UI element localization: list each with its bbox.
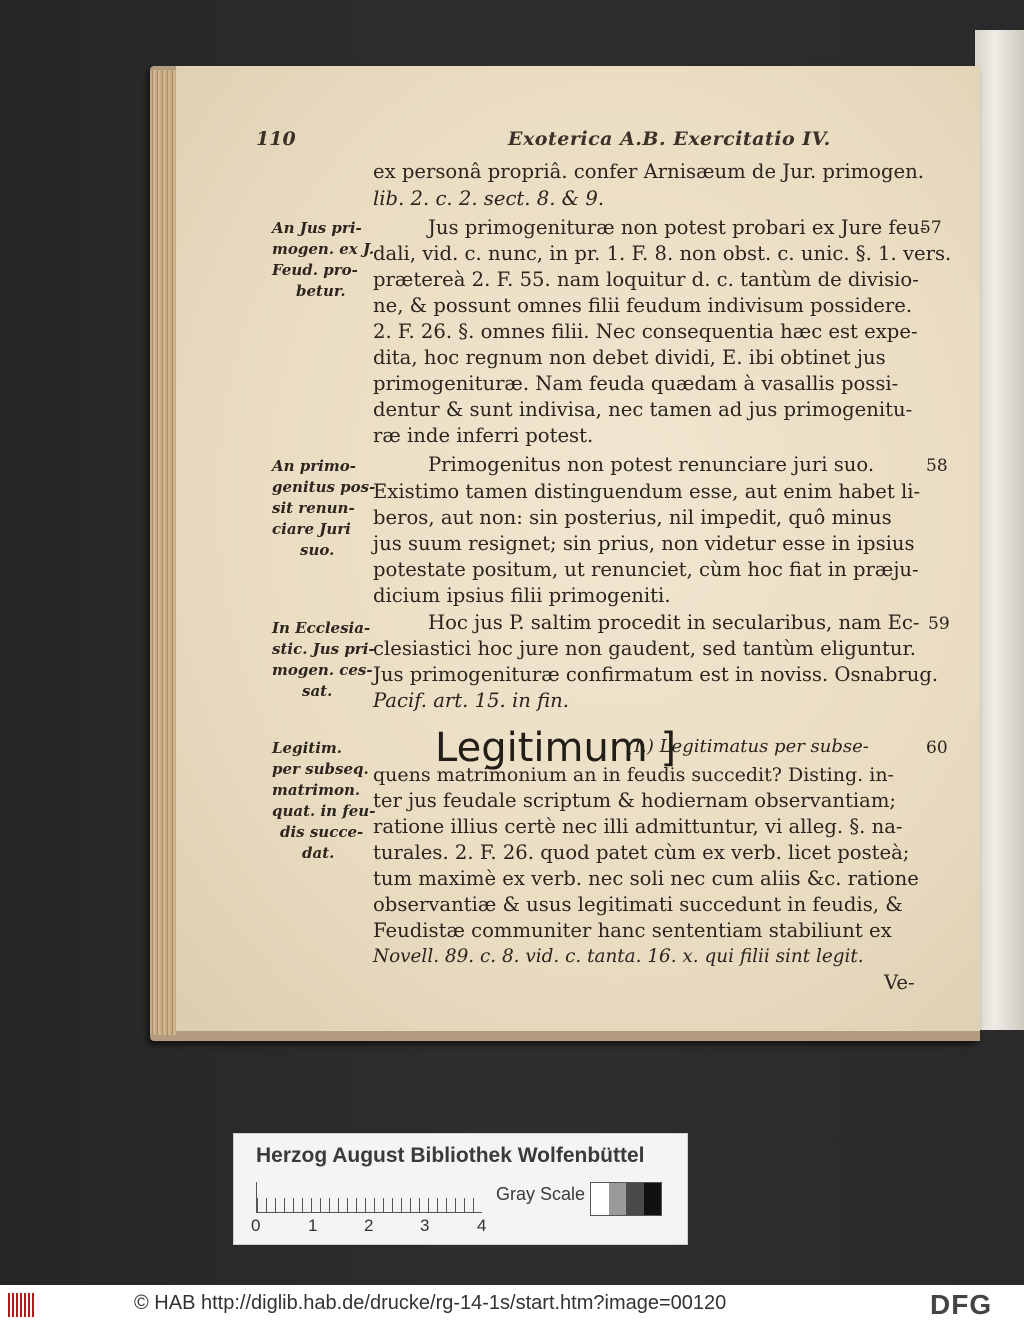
running-title: Exoterica A.B. Exercitatio IV. [508,128,831,150]
hab-logo-icon [8,1293,34,1317]
gray-swatch [644,1183,662,1215]
gray-swatch [626,1183,644,1215]
text-line: Primogenitus non potest renunciare juri suo. [428,453,875,476]
text-line: (I.) Legitimatus per subse- [627,736,869,757]
book-gutter [975,30,1024,1030]
text-line: dicium ipsius filii primogeniti. [373,584,671,607]
footer-copyright: © HAB http://diglib.hab.de/drucke/rg-14-1s/start.htm?image=00120 [134,1292,727,1314]
ruler-scale [256,1182,482,1213]
text-line: ratione illius certè nec illi admittuntur, vi alleg. §. na- [373,815,903,838]
text-line: beros, aut non: sin posterius, nil impedit, quô minus [373,506,892,529]
text-line: Jus primogenituræ confirmatum est in noviss. Osnabrug. [373,663,939,686]
folio-number: 110 [256,128,296,150]
section-number: 60 [926,738,948,758]
margin-note-line: ciare Juri [272,520,351,538]
text-line: quens matrimonium an in feudis succedit? Disting. in- [373,764,894,786]
text-line: Pacif. art. 15. in fin. [373,689,570,712]
text-line: clesiastici hoc jure non gaudent, sed tantùm eliguntur. [373,637,916,660]
text-line: Feudistæ communiter hanc sententiam stabiliunt ex [373,919,892,942]
text-line: dita, hoc regnum non debet dividi, E. ibi obtinet jus [373,346,886,369]
text-line: jus suum resignet; sin prius, non videtur esse in ipsius [373,532,915,555]
ruler-label: 4 [477,1216,487,1235]
hab-scale-card [233,1133,688,1245]
catchword: Ve- [884,971,915,994]
text-line: dentur & sunt indivisa, nec tamen ad jus primogenitu- [373,398,913,421]
margin-note-line: suo. [300,541,335,559]
ruler-label: 1 [308,1216,318,1235]
margin-note-line: mogen. ex J. [272,240,375,258]
ruler-labels [251,1216,491,1234]
margin-note-line: dis succe- [280,823,364,841]
margin-note-line: per subseq. [272,760,369,778]
margin-note-line: stic. Jus pri- [272,640,375,658]
ruler-label: 3 [420,1216,430,1235]
margin-note-line: An primo- [272,457,356,475]
drop-word: Legitimum ] [435,725,677,771]
margin-note-line: sat. [302,682,333,700]
margin-note-line: betur. [296,282,346,300]
text-line: primogenituræ. Nam feuda quædam à vasallis possi- [373,372,899,395]
margin-note-line: genitus pos- [272,478,376,496]
running-head [256,128,956,154]
text-line: Jus primogenituræ non potest probari ex Jure feu- [428,216,927,239]
text-line: potestate positum, ut renunciet, cùm hoc fiat in præju- [373,558,919,581]
dfg-logo: DFG [930,1289,993,1320]
text-line: Hoc jus P. saltim procedit in secularibus, nam Ec- [428,611,920,634]
text-line: prætereà 2. F. 55. nam loquitur d. c. tantùm de divisio- [373,268,919,291]
text-line: 2. F. 26. §. omnes filii. Nec consequentia hæc est expe- [373,320,918,343]
section-number: 58 [926,456,948,476]
text-line: ex personâ propriâ. confer Arnisæum de Jur. primogen. [373,160,924,183]
margin-note-line: An Jus pri- [272,219,362,237]
margin-note-line: mogen. ces- [272,661,373,679]
margin-note-line: Legitim. [272,739,342,757]
text-line: turales. 2. F. 26. quod patet cùm ex verb. licet posteà; [373,841,910,864]
text-line: lib. 2. c. 2. sect. 8. & 9. [373,187,605,210]
ruler-label: 0 [251,1216,261,1235]
text-line: ne, & possunt omnes filii feudum indivisum possidere. [373,294,913,317]
text-line: observantiæ & usus legitimati succedunt in feudis, & [373,893,903,916]
margin-note-line: quat. in feu- [272,802,376,820]
page-edges [150,70,178,1035]
section-number: 57 [920,218,942,238]
gray-swatch [609,1183,627,1215]
gray-swatch [591,1183,609,1215]
text-line: Novell. 89. c. 8. vid. c. tanta. 16. x. qui filii sint legit. [373,946,864,967]
section-number: 59 [928,614,950,634]
text-line: Existimo tamen distinguendum esse, aut enim habet li- [373,480,921,503]
text-line: ter jus feudale scriptum & hodiernam observantiam; [373,789,897,812]
margin-note-line: Feud. pro- [272,261,358,279]
text-line: tum maximè ex verb. nec soli nec cum aliis &c. ratione [373,867,919,890]
ruler-label: 2 [364,1216,374,1235]
margin-note-line: matrimon. [272,781,361,799]
text-line: ræ inde inferri potest. [373,424,594,447]
margin-note-line: sit renun- [272,499,355,517]
gray-scale-label: Gray Scale [496,1184,586,1204]
footer-bar [0,1285,1024,1325]
margin-note-line: In Ecclesia- [272,619,371,637]
library-name: Herzog August Bibliothek Wolfenbüttel [256,1144,645,1167]
text-line: dali, vid. c. nunc, in pr. 1. F. 8. non obst. c. unic. §. 1. vers. [373,242,952,265]
gray-scale-swatches [590,1182,662,1216]
margin-note-line: dat. [302,844,335,862]
